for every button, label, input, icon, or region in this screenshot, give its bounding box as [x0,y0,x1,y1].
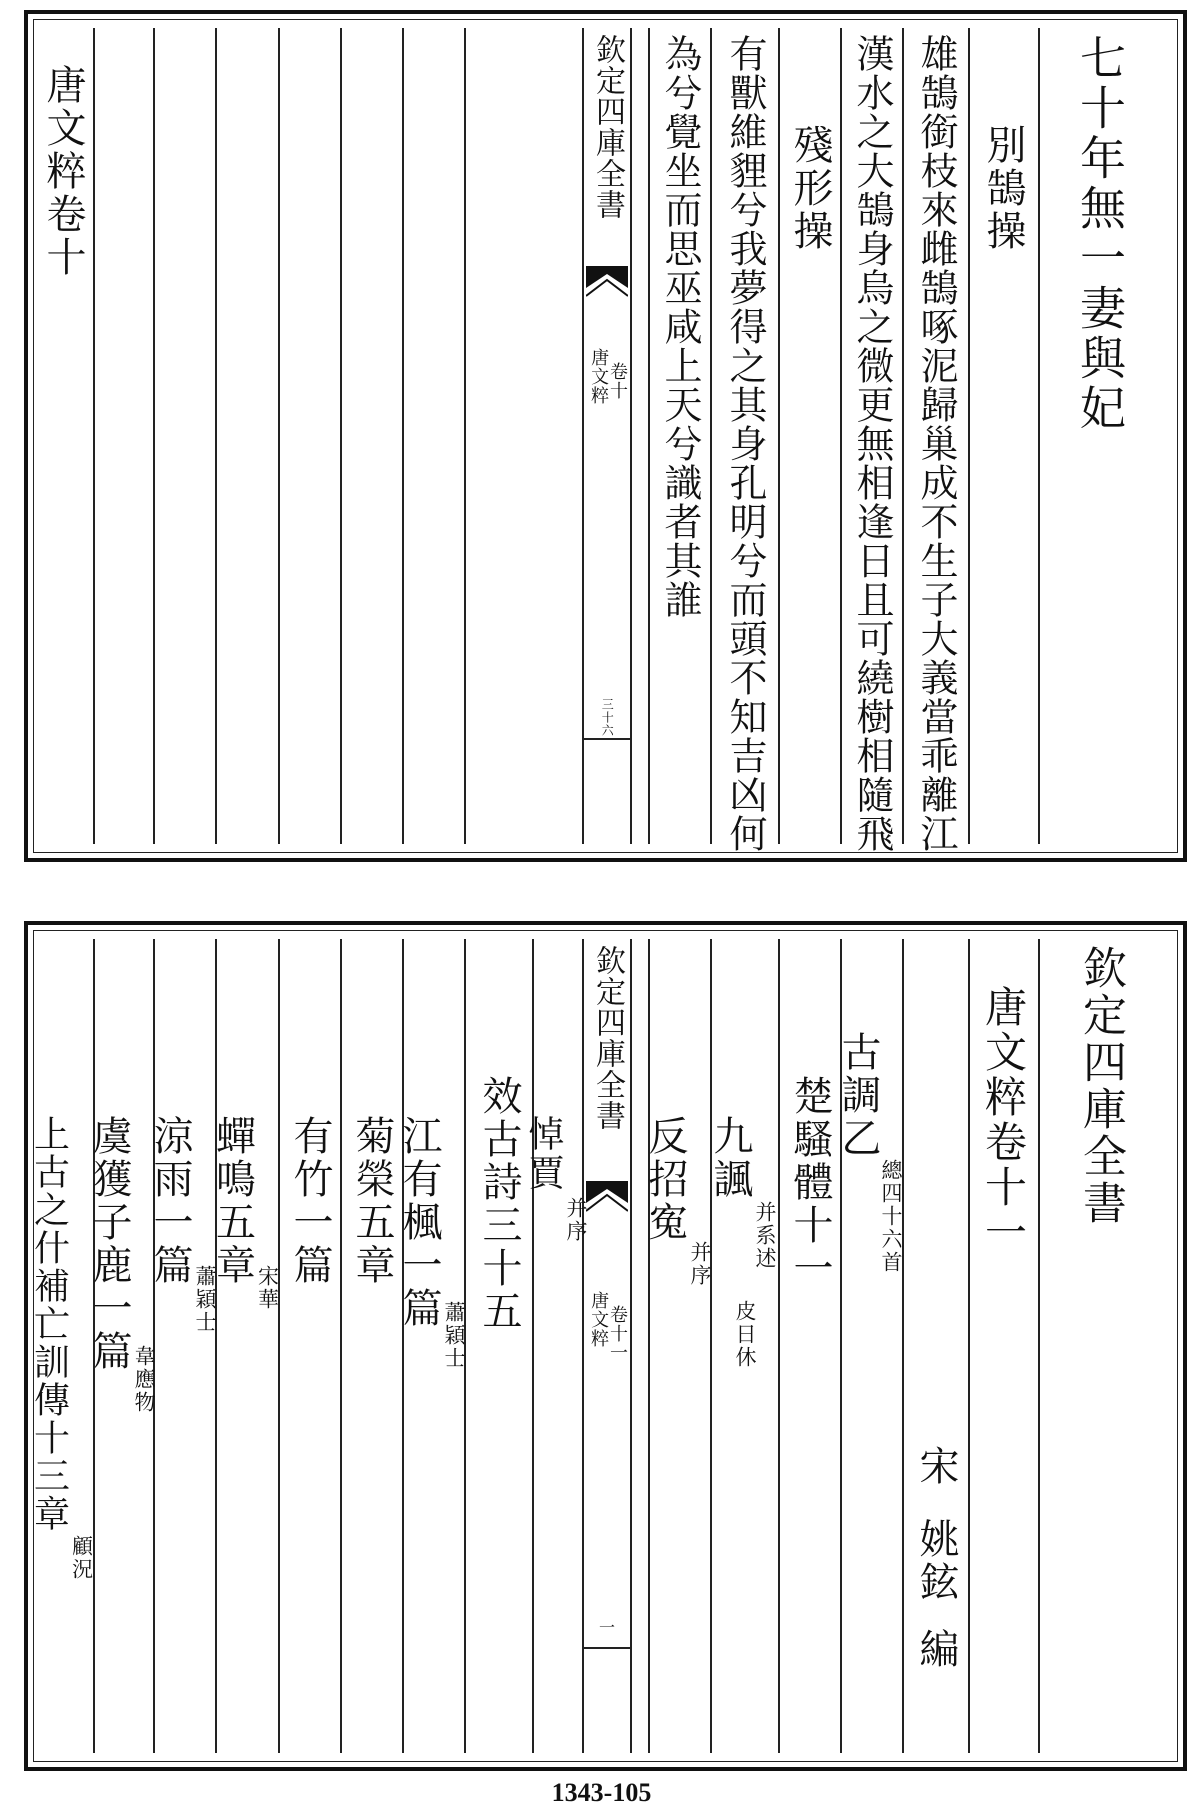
compiler-name: 姚鉉 [913,1518,959,1604]
compiler-line [904,945,968,1751]
fold-title-2: 欽定四庫全書 [590,945,625,1131]
entry-row: 虞獲子鹿一篇 韋應物 [86,1115,156,1414]
fold-volume: 卷十 [607,362,628,400]
fold-book: 唐文粹 [588,348,610,405]
fold-book-2: 唐文粹 [588,1291,610,1348]
compiler-role: 編 [913,1628,959,1671]
entry-row: 悼賈 并序 [523,1115,588,1243]
text-line-2: 別鵠操 [980,124,1026,253]
fold-folio-2: 一 [598,1618,615,1637]
fold-strip-2 [582,939,632,1753]
entry-row: 反招寃 并序 [642,1115,712,1287]
volume-end-title: 唐文粹卷十 [40,64,86,279]
entry-row: 有竹一篇 [287,1115,333,1287]
page-number: 1343-105 [551,1778,652,1807]
compiler-dynasty: 宋 [913,1445,959,1488]
entry-row: 江有楓一篇 蕭穎士 [396,1115,466,1370]
fold-strip [582,28,632,844]
text-line-4: 漢水之大鵠身烏之微更無相逢日且可繞樹相隨飛 [850,34,894,853]
text-line-7: 為兮覺坐而思巫咸上天兮識者其誰 [658,34,702,619]
entry-row: 菊榮五章 [349,1115,395,1287]
book-title: 唐文粹卷十一 [979,985,1028,1255]
fold-folio: 三十六 [600,698,615,737]
text-line-5: 殘形操 [787,124,833,253]
lower-page [24,921,1187,1771]
section-title: 古調乙 總四十六首 [835,1031,903,1274]
entry-row: 九諷 并系述 皮日休 [707,1115,777,1369]
collection-heading: 欽定四庫全書 [1075,945,1126,1227]
fishtail-mark-icon [586,1181,628,1215]
subsection-title: 楚騷體十一 [787,1075,833,1290]
fold-title: 欽定四庫全書 [590,34,625,220]
fishtail-mark-icon [586,266,628,300]
entry-row: 蟬鳴五章 宋華 [209,1115,280,1311]
subsection-title-2: 效古詩三十五 [476,1075,522,1333]
text-line-3: 雄鵠銜枝來雌鵠啄泥歸巢成不生子大義當乖離江 [914,34,958,853]
fold-volume-2: 卷十一 [607,1305,628,1362]
entry-row: 涼雨一篇 蕭穎士 [147,1115,217,1334]
text-line-1: 七十年無一妻與妃 [1073,34,1127,434]
text-line-6: 有獸維貍兮我夢得之其身孔明兮而頭不知吉凶何 [723,34,767,853]
upper-page [24,10,1187,862]
entry-row: 上古之什補亡訓傳十三章 顧況 [28,1115,94,1581]
